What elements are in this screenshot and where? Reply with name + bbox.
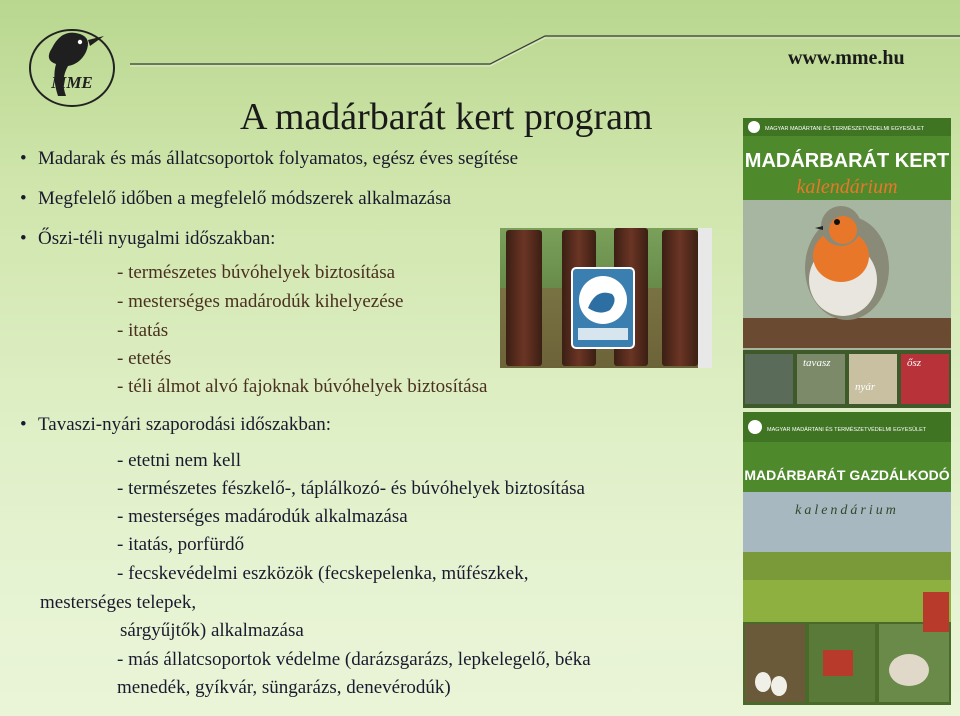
website-url[interactable]: www.mme.hu xyxy=(788,47,905,69)
svg-text:tavasz: tavasz xyxy=(803,357,831,369)
spring-item: - természetes fészkelő-, táplálkozó- és búvóhelyek biztosítása xyxy=(117,478,585,499)
mme-logo xyxy=(22,18,122,110)
svg-text:MAGYAR MADÁRTANI ÉS TERMÉSZETV: MAGYAR MADÁRTANI ÉS TERMÉSZETVÉDELMI EGYESÜLET xyxy=(765,126,925,132)
spring-item: - más állatcsoportok védelme (darázsgarázs, lepkelegelő, béka xyxy=(117,649,591,670)
svg-text:MADÁRBARÁT GAZDÁLKODÓ: MADÁRBARÁT GAZDÁLKODÓ xyxy=(744,467,950,483)
book-cover-madarbarat-kert xyxy=(743,118,951,408)
book-cover-madarbarat-gazdalkodo xyxy=(743,412,951,705)
bullet-right-time: • Megfelelő időben a megfelelő módszerek alkalmazása xyxy=(20,188,452,209)
fence-photo xyxy=(500,228,712,368)
bullet-autumn-winter: • Őszi-téli nyugalmi időszakban: xyxy=(20,228,276,249)
spring-item-wrap: mesterséges telepek, xyxy=(40,592,197,613)
svg-text:MADÁRBARÁT KERT: MADÁRBARÁT KERT xyxy=(744,150,950,172)
spring-item: - fecskevédelmi eszközök (fecskepelenka, műfészkek, xyxy=(117,563,529,584)
spring-item: menedék, gyíkvár, süngarázs, denevérodúk) xyxy=(117,677,451,698)
autumn-item: - etetés xyxy=(117,348,172,369)
svg-text:MAGYAR MADÁRTANI ÉS TERMÉSZETV: MAGYAR MADÁRTANI ÉS TERMÉSZETVÉDELMI EGYESÜLET xyxy=(767,427,927,433)
bullet-year-round: • Madarak és más állatcsoportok folyamatos, egész éves segítése xyxy=(20,148,519,169)
svg-text:kalendárium: kalendárium xyxy=(796,176,898,198)
autumn-item: - természetes búvóhelyek biztosítása xyxy=(117,262,396,283)
svg-text:kalendárium: kalendárium xyxy=(795,503,899,518)
autumn-item: - mesterséges madárodúk kihelyezése xyxy=(117,291,404,312)
autumn-item: - téli álmot alvó fajoknak búvóhelyek biztosítása xyxy=(117,376,488,397)
spring-item-wrap: sárgyűjtők) alkalmazása xyxy=(120,620,304,641)
spring-item: - itatás, porfürdő xyxy=(117,534,245,555)
spring-item: - mesterséges madárodúk alkalmazása xyxy=(117,506,408,527)
page-title: A madárbarát kert program xyxy=(240,96,653,138)
autumn-item: - itatás xyxy=(117,320,169,341)
svg-text:nyár: nyár xyxy=(855,381,876,393)
bullet-spring-summer: • Tavaszi-nyári szaporodási időszakban: xyxy=(20,414,332,435)
svg-text:MME: MME xyxy=(51,73,93,92)
spring-item: - etetni nem kell xyxy=(117,450,241,471)
svg-text:ősz: ősz xyxy=(907,357,922,369)
